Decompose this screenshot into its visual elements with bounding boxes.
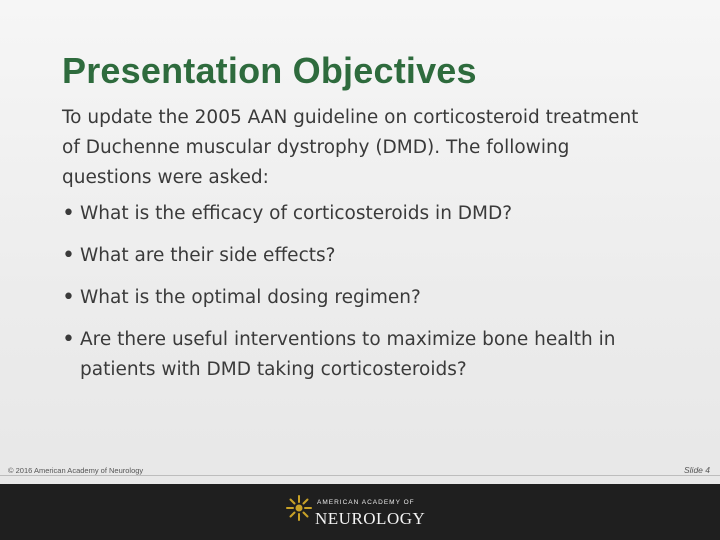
sunburst-icon: [285, 494, 313, 522]
bullet-item: [62, 199, 662, 229]
bullet-icon: •: [62, 201, 75, 226]
copyright-text: © 2016 American Academy of Neurology: [8, 466, 144, 475]
bullet-text: Are there useful interventions to maximize bone health in patients with DMD taking corticosteroids?: [80, 329, 616, 380]
footer-divider: [0, 475, 720, 476]
bullet-icon: •: [62, 327, 75, 352]
bullet-icon: •: [62, 243, 75, 268]
slide-number: Slide 4: [684, 465, 710, 475]
aan-logo: [285, 492, 435, 532]
bullet-text: What is the optimal dosing regimen?: [80, 287, 421, 308]
bullet-item: [62, 325, 662, 385]
bullet-list: [62, 199, 662, 385]
bullet-item: [62, 283, 662, 313]
bullet-icon: •: [62, 285, 75, 310]
logo-line-2: NEUROLOGY: [315, 509, 426, 528]
slide-body: [62, 103, 662, 397]
slide-title: Presentation Objectives: [62, 50, 477, 91]
bullet-item: [62, 241, 662, 271]
intro-paragraph: To update the 2005 AAN guideline on corticosteroid treatment of Duchenne muscular dystrophy (DMD). The following questions were asked:: [62, 107, 639, 188]
logo-line-1: AMERICAN ACADEMY OF: [317, 499, 415, 506]
bullet-text: What is the efficacy of corticosteroids in DMD?: [80, 203, 513, 224]
bullet-text: What are their side effects?: [80, 245, 336, 266]
